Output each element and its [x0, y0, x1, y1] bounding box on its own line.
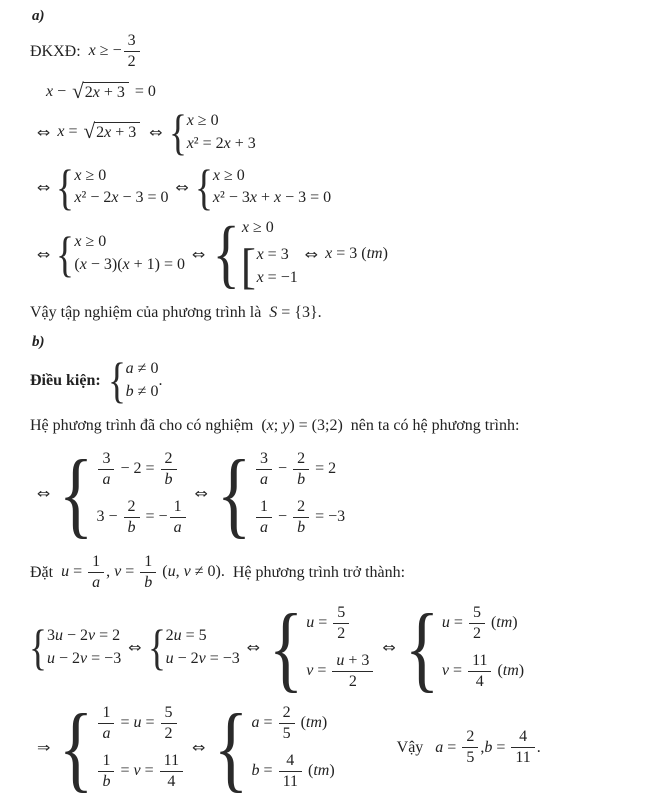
- equation-system: [57, 439, 187, 547]
- equation-row: x² = 2x + 3: [186, 134, 256, 152]
- equation-row: a ≠ 0: [125, 360, 159, 378]
- equation-row: u − 2v = −3: [165, 649, 240, 667]
- implies-arrow: ⇒: [37, 739, 51, 756]
- case-bracket-group: [240, 237, 298, 294]
- equation-system: [56, 225, 186, 282]
- equation-row: $\frac{1}{a}$ = u = $\frac{5}{2}$: [96, 703, 178, 744]
- equation: x = √ 2x + 3: [57, 122, 142, 143]
- iff-arrow: ⇔: [37, 124, 51, 141]
- solution-set: S = {3}.: [269, 304, 322, 322]
- left-bracket: [: [240, 237, 256, 294]
- equation-row: v = $\frac{u + 3}{2}$: [306, 651, 375, 692]
- system-rows: [166, 626, 240, 670]
- system-rows: [252, 703, 335, 792]
- part-a-label: a): [32, 8, 45, 24]
- iff-arrow: ⇔: [128, 639, 142, 656]
- equation-system: [168, 104, 256, 161]
- iff-arrow: ⇔: [382, 639, 396, 656]
- equation-row: 3 − $\frac{2}{b}$ = − $\frac{1}{a}$: [96, 497, 187, 538]
- iff-arrow: ⇔: [149, 124, 163, 141]
- equation-system: [215, 439, 346, 547]
- left-brace: {: [147, 618, 166, 675]
- left-brace: {: [56, 225, 75, 282]
- system-rows: [442, 603, 524, 692]
- final-answer: a = $\frac{2}{5}$ ,b = $\frac{4}{11}$ .: [435, 728, 541, 767]
- equation-row: 3u − 2v = 2: [47, 626, 121, 644]
- equation-row: u = $\frac{5}{2}$ (tm): [441, 604, 518, 643]
- conclusion-a-text: Vậy tập nghiệm của phương trình là: [30, 304, 262, 322]
- dkxd-line: [30, 31, 640, 72]
- equation-system: [29, 618, 122, 675]
- dkxd-label: ĐKXĐ:: [30, 42, 81, 60]
- system-rows: [126, 359, 159, 403]
- subst-expression: u = $\frac{1}{a}$ , v = $\frac{1}{b}$ (u, v ≠ 0).: [61, 553, 225, 592]
- part-b-label: b): [32, 334, 45, 351]
- step-line-b2: [29, 594, 640, 702]
- left-brace: {: [268, 594, 304, 702]
- dkxd-expression: x ≥ − $\frac{3}{2}$: [89, 31, 142, 72]
- equation-row: x² − 2x − 3 = 0: [74, 189, 169, 207]
- step-line-b1: [30, 439, 640, 547]
- equation-line: [46, 78, 640, 103]
- case-row: x = 3: [256, 245, 289, 263]
- equation-system: [212, 694, 335, 801]
- period: .: [158, 372, 163, 390]
- system-rows: [306, 603, 375, 692]
- left-brace: {: [29, 618, 47, 675]
- equation-row: $\frac{3}{a}$ − $\frac{2}{b}$ = 2: [254, 449, 336, 490]
- system-rows: [254, 449, 345, 538]
- left-brace: {: [59, 439, 94, 547]
- condition-line: [30, 352, 640, 409]
- left-brace: {: [214, 694, 249, 801]
- equation-row: x ≥ 0: [74, 233, 107, 251]
- system-rows: [240, 218, 298, 294]
- left-brace: {: [212, 212, 241, 297]
- final-label: Vậy: [396, 738, 424, 756]
- equation-system: [56, 158, 169, 215]
- system-rows: [47, 626, 121, 670]
- equation-row: x² − 3x + x − 3 = 0: [212, 189, 332, 207]
- equation-row: b = $\frac{4}{11}$ (tm): [251, 752, 335, 791]
- system-rows: [187, 111, 256, 155]
- left-brace: {: [56, 158, 75, 215]
- equation-system: [57, 694, 185, 801]
- intro-text-2: nên ta có hệ phương trình:: [350, 416, 520, 434]
- equation-row: $\frac{3}{a}$ − 2 = $\frac{2}{b}$: [96, 449, 178, 490]
- case-rows: [257, 245, 298, 289]
- case-row: x = −1: [256, 268, 298, 286]
- iff-arrow: ⇔: [192, 739, 206, 756]
- equation-row: a = $\frac{2}{5}$ (tm): [251, 704, 328, 743]
- iff-arrow: ⇔: [37, 179, 51, 196]
- final-answer-group: [397, 727, 541, 768]
- system-rows: [96, 703, 185, 792]
- iff-arrow: ⇔: [246, 639, 261, 656]
- substitution-line: [30, 552, 640, 593]
- iff-arrow: ⇔: [175, 179, 189, 196]
- iff-arrow: ⇔: [304, 246, 319, 263]
- equation-row: v = $\frac{11}{4}$ (tm): [441, 652, 525, 691]
- system-rows: [96, 449, 187, 538]
- equation-system: [267, 594, 375, 702]
- system-rows: [213, 166, 331, 210]
- left-brace: {: [59, 694, 94, 801]
- step-line-b3: [30, 694, 640, 801]
- equation-system: [147, 618, 240, 675]
- iff-arrow: ⇔: [37, 246, 51, 263]
- equation-row: u − 2v = −3: [47, 649, 122, 667]
- step-line-a1: [30, 104, 640, 161]
- intro-line: [30, 417, 640, 435]
- equation-row: x ≥ 0: [74, 166, 107, 184]
- step-line-a3: [30, 212, 640, 297]
- equation-row: $\frac{1}{b}$ = v = $\frac{11}{4}$: [96, 751, 185, 792]
- equation-row: x ≥ 0: [186, 112, 219, 130]
- left-brace: {: [404, 594, 440, 702]
- equation-system: [212, 212, 298, 297]
- subst-text: Hệ phương trình trở thành:: [232, 563, 406, 581]
- equation-row: 2u = 5: [165, 626, 207, 644]
- solution-result: x = 3 (tm): [325, 245, 388, 263]
- equation-row: x ≥ 0: [241, 219, 274, 237]
- iff-arrow: ⇔: [37, 485, 51, 502]
- equation-row: b ≠ 0: [125, 383, 159, 401]
- equation-system: [403, 594, 525, 702]
- radical-equation: x − √ 2x + 3 = 0: [46, 78, 156, 103]
- system-rows: [74, 166, 168, 210]
- conclusion-a-line: [30, 304, 640, 322]
- condition-label: Điều kiện:: [30, 372, 101, 390]
- equation-system: [194, 158, 332, 215]
- left-brace: {: [194, 158, 213, 215]
- step-line-a2: [30, 158, 640, 215]
- subst-label: Đặt: [30, 563, 54, 581]
- equation-row: (x − 3)(x + 1) = 0: [74, 256, 186, 274]
- iff-arrow: ⇔: [194, 485, 208, 502]
- iff-arrow: ⇔: [192, 246, 206, 263]
- solution-pair: (x; y) = (3;2): [261, 416, 343, 434]
- left-brace: {: [216, 439, 252, 547]
- left-brace: {: [168, 104, 187, 161]
- system-rows: [74, 232, 185, 276]
- equation-row: x ≥ 0: [212, 166, 245, 184]
- equation-row: u = $\frac{5}{2}$: [306, 603, 351, 644]
- equation-row: $\frac{1}{a}$ − $\frac{2}{b}$ = −3: [254, 497, 345, 538]
- intro-text-1: Hệ phương trình đã cho có nghiệm: [30, 416, 254, 434]
- left-brace: {: [107, 352, 126, 409]
- equation-system: [107, 352, 159, 409]
